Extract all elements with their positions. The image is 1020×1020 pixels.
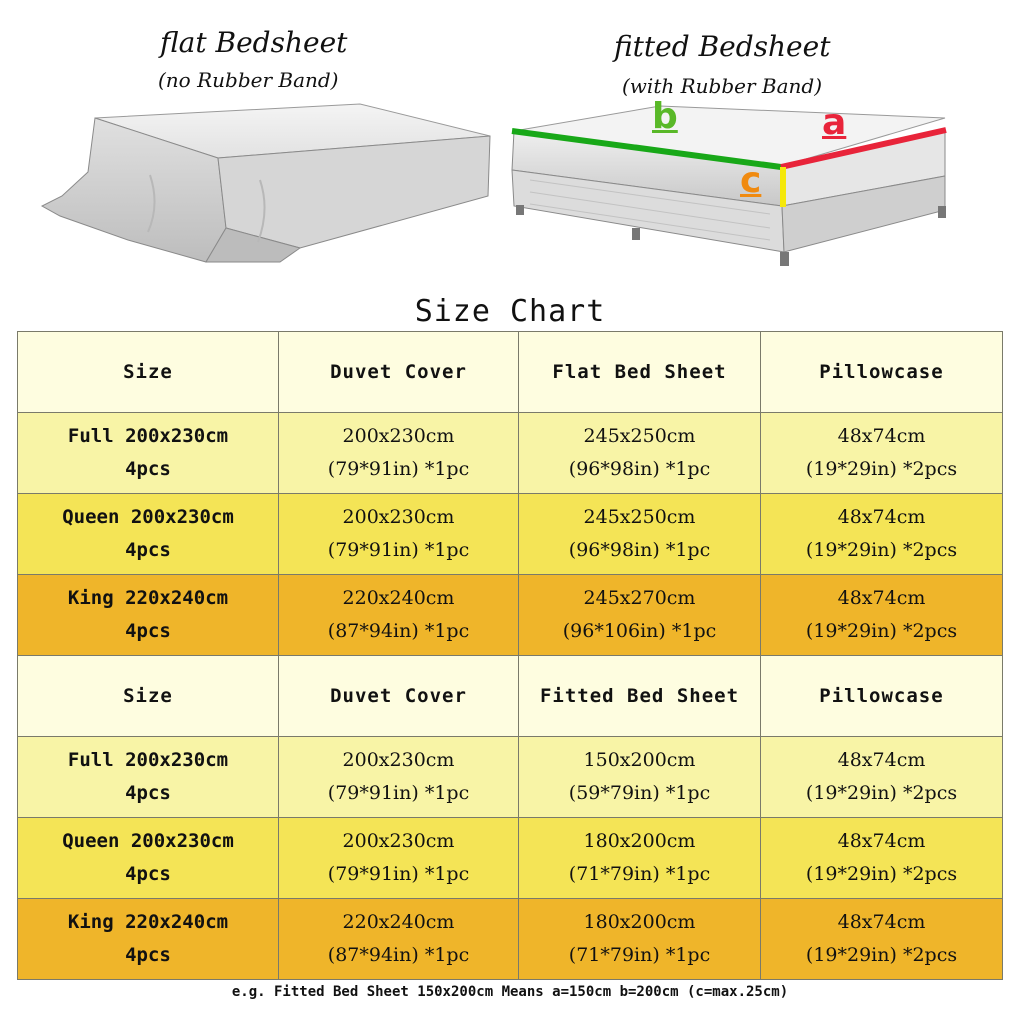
duvet-cell (279, 737, 519, 818)
size-chart-title: Size Chart (414, 294, 606, 329)
size-cell-line: 4pcs (125, 944, 171, 966)
pillow-cell (761, 737, 1003, 818)
duvet-cell (279, 494, 519, 575)
sheet-cell (519, 737, 761, 818)
sheet-cell (519, 899, 761, 980)
table-row-king (18, 899, 1003, 980)
illustration-area (0, 0, 1020, 290)
duvet-cell (279, 575, 519, 656)
dimension-label-b: b (652, 96, 678, 137)
sheet-cell (519, 413, 761, 494)
dimension-label-c: c (740, 160, 762, 201)
duvet-cell (279, 818, 519, 899)
table-header-row (18, 656, 1003, 737)
pillow-cell-line: (19*29in) *2pcs (805, 782, 958, 804)
fitted-bedsheet-title: fitted Bedsheet (614, 30, 831, 63)
size-cell-line: 4pcs (125, 863, 171, 885)
size-cell-line: 4pcs (125, 782, 171, 804)
pillow-cell-line: 48x74cm (837, 830, 926, 852)
sheet-cell-line: (71*79in) *1pc (568, 863, 711, 885)
size-cell-line: King 220x240cm (67, 911, 229, 933)
duvet-cell-line: 220x240cm (342, 911, 455, 933)
size-cell-line: Queen 200x230cm (62, 506, 234, 528)
sheet-cell (519, 575, 761, 656)
flat-bedsheet-title: flat Bedsheet (160, 26, 348, 59)
duvet-cell-line: 200x230cm (342, 830, 455, 852)
size-cell (18, 737, 279, 818)
column-header: Duvet Cover (279, 332, 519, 413)
column-header: Fitted Bed Sheet (519, 656, 761, 737)
pillow-cell-line: (19*29in) *2pcs (805, 458, 958, 480)
dimension-label-a: a (822, 102, 847, 143)
pillow-cell-line: (19*29in) *2pcs (805, 863, 958, 885)
bedsheet-illustrations (0, 0, 1020, 290)
sheet-cell-line: (59*79in) *1pc (568, 782, 711, 804)
table-row-king (18, 575, 1003, 656)
pillow-cell (761, 494, 1003, 575)
pillow-cell (761, 413, 1003, 494)
duvet-cell-line: (79*91in) *1pc (327, 458, 470, 480)
size-cell (18, 575, 279, 656)
sheet-cell-line: 245x270cm (583, 587, 696, 609)
duvet-cell-line: 200x230cm (342, 749, 455, 771)
pillow-cell-line: 48x74cm (837, 506, 926, 528)
pillow-cell (761, 899, 1003, 980)
duvet-cell-line: (79*91in) *1pc (327, 539, 470, 561)
size-cell-line: King 220x240cm (67, 587, 229, 609)
duvet-cell (279, 413, 519, 494)
size-cell (18, 899, 279, 980)
table-header-row (18, 332, 1003, 413)
fitted-bedsheet-drawing (512, 106, 946, 266)
pillow-cell-line: (19*29in) *2pcs (805, 620, 958, 642)
size-chart-table (17, 331, 1003, 980)
pillow-cell (761, 575, 1003, 656)
flat-bedsheet-drawing (42, 104, 490, 262)
duvet-cell (279, 899, 519, 980)
sheet-cell (519, 818, 761, 899)
sheet-cell-line: 245x250cm (583, 506, 696, 528)
pillow-cell-line: (19*29in) *2pcs (805, 944, 958, 966)
duvet-cell-line: (79*91in) *1pc (327, 782, 470, 804)
size-cell-line: 4pcs (125, 620, 171, 642)
sheet-cell-line: (71*79in) *1pc (568, 944, 711, 966)
footnote: e.g. Fitted Bed Sheet 150x200cm Means a=150cm b=200cm (c=max.25cm) (231, 984, 789, 1000)
size-cell (18, 413, 279, 494)
pillow-cell (761, 818, 1003, 899)
column-header: Size (18, 656, 279, 737)
size-cell (18, 818, 279, 899)
size-cell (18, 494, 279, 575)
sheet-cell-line: 180x200cm (583, 911, 696, 933)
table-row-full (18, 737, 1003, 818)
column-header: Pillowcase (761, 656, 1003, 737)
fitted-bedsheet-subtitle: (with Rubber Band) (622, 74, 822, 98)
column-header: Pillowcase (761, 332, 1003, 413)
size-cell-line: Queen 200x230cm (62, 830, 234, 852)
size-cell-line: 4pcs (125, 458, 171, 480)
sheet-cell-line: (96*106in) *1pc (562, 620, 717, 642)
size-cell-line: 4pcs (125, 539, 171, 561)
duvet-cell-line: 220x240cm (342, 587, 455, 609)
flat-bedsheet-subtitle: (no Rubber Band) (158, 68, 339, 92)
sheet-cell-line: 245x250cm (583, 425, 696, 447)
sheet-cell (519, 494, 761, 575)
column-header: Size (18, 332, 279, 413)
column-header: Duvet Cover (279, 656, 519, 737)
duvet-cell-line: (87*94in) *1pc (327, 944, 470, 966)
size-cell-line: Full 200x230cm (67, 749, 229, 771)
duvet-cell-line: 200x230cm (342, 425, 455, 447)
size-cell-line: Full 200x230cm (67, 425, 229, 447)
pillow-cell-line: 48x74cm (837, 911, 926, 933)
table-row-queen (18, 818, 1003, 899)
pillow-cell-line: 48x74cm (837, 425, 926, 447)
sheet-cell-line: 180x200cm (583, 830, 696, 852)
pillow-cell-line: 48x74cm (837, 587, 926, 609)
column-header: Flat Bed Sheet (519, 332, 761, 413)
sheet-cell-line: 150x200cm (583, 749, 696, 771)
sheet-cell-line: (96*98in) *1pc (568, 539, 711, 561)
duvet-cell-line: (79*91in) *1pc (327, 863, 470, 885)
table-row-full (18, 413, 1003, 494)
sheet-cell-line: (96*98in) *1pc (568, 458, 711, 480)
table-row-queen (18, 494, 1003, 575)
duvet-cell-line: 200x230cm (342, 506, 455, 528)
pillow-cell-line: (19*29in) *2pcs (805, 539, 958, 561)
pillow-cell-line: 48x74cm (837, 749, 926, 771)
duvet-cell-line: (87*94in) *1pc (327, 620, 470, 642)
